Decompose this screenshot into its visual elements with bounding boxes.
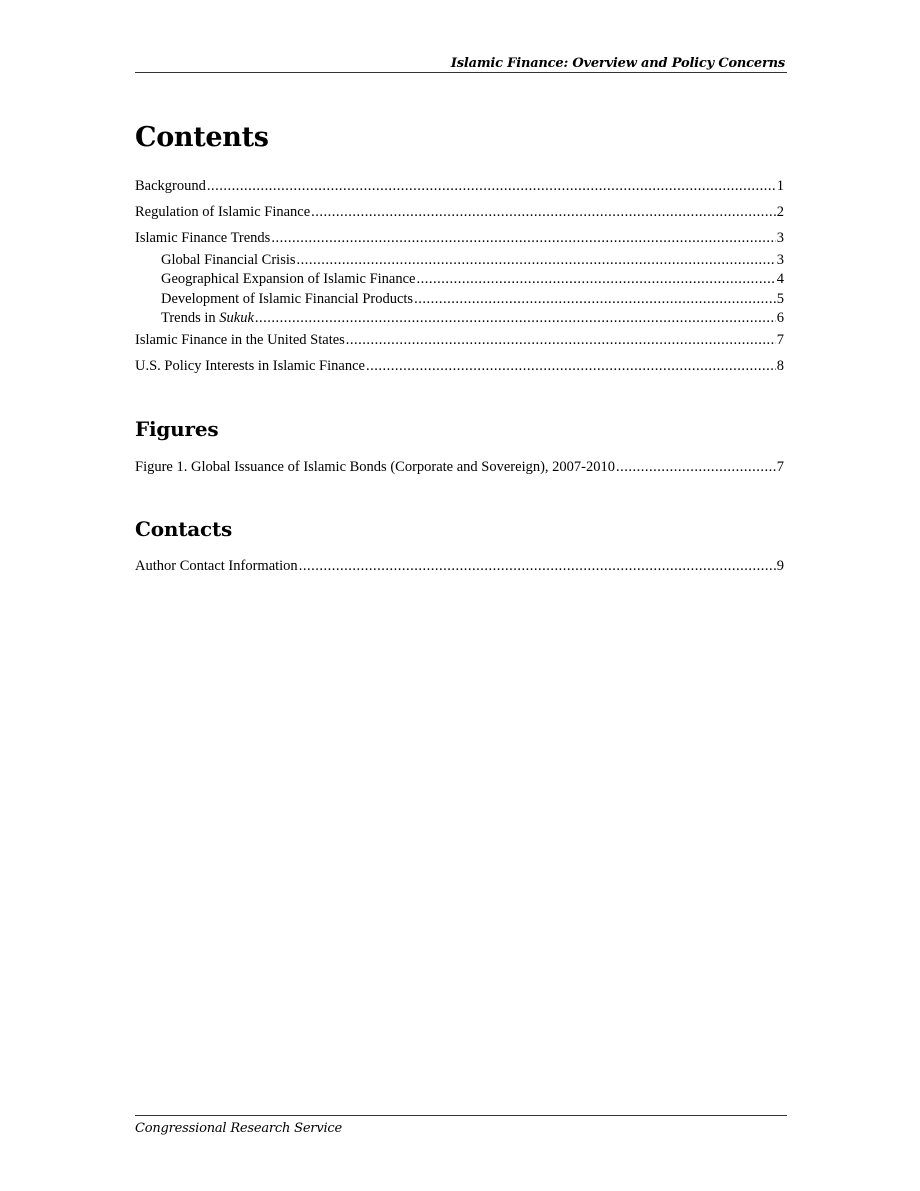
- toc-entry-regulation[interactable]: [135, 203, 784, 221]
- contacts-heading: Contacts: [135, 517, 233, 541]
- toc-entry-label: Background: [135, 178, 206, 194]
- footer-rule: [135, 1115, 787, 1116]
- dot-leader: [299, 557, 776, 575]
- toc-entry-page: 8: [776, 358, 784, 374]
- contact-entry-author[interactable]: [135, 557, 784, 575]
- toc-entry-page: 3: [776, 230, 784, 246]
- contents-heading: Contents: [135, 122, 269, 153]
- dot-leader: [311, 203, 776, 221]
- toc-entry-background[interactable]: [135, 177, 784, 195]
- toc-entry-geographical-expansion[interactable]: [161, 270, 784, 288]
- toc-entry-financial-products[interactable]: [161, 290, 784, 308]
- toc-entry-trends[interactable]: [135, 229, 784, 247]
- toc-entry-page: 4: [776, 271, 784, 287]
- header-rule: [135, 72, 787, 73]
- dot-leader: [414, 290, 776, 308]
- toc-entry-label-prefix: Trends in: [161, 310, 220, 326]
- contact-entry-label: Author Contact Information: [135, 558, 298, 574]
- toc-entry-label-italic: Sukuk: [219, 310, 254, 326]
- dot-leader: [346, 331, 776, 349]
- dot-leader: [271, 229, 775, 247]
- dot-leader: [255, 309, 776, 327]
- toc-entry-page: 7: [776, 332, 784, 348]
- toc-entry-label: Global Financial Crisis: [161, 252, 296, 268]
- toc-entry-page: 5: [776, 291, 784, 307]
- toc-entry-policy-interests[interactable]: [135, 357, 784, 375]
- toc-entry-label: Islamic Finance in the United States: [135, 332, 345, 348]
- toc-entry-label: Regulation of Islamic Finance: [135, 204, 311, 220]
- toc-entry-label: Development of Islamic Financial Products: [161, 291, 414, 307]
- toc-entry-united-states[interactable]: [135, 331, 784, 349]
- dot-leader: [416, 270, 775, 288]
- toc-entry-trends-sukuk[interactable]: [161, 309, 784, 327]
- dot-leader: [366, 357, 776, 375]
- figure-entry-page: 7: [776, 459, 784, 475]
- dot-leader: [297, 251, 776, 269]
- figure-entry-label: Figure 1. Global Issuance of Islamic Bonds (Corporate and Sovereign), 2007-2010: [135, 459, 616, 475]
- running-footer: Congressional Research Service: [135, 1121, 343, 1136]
- running-header-title: Islamic Finance: Overview and Policy Concerns: [450, 56, 785, 71]
- toc-entry-page: 3: [776, 252, 784, 268]
- toc-entry-page: 1: [776, 178, 784, 194]
- contact-entry-page: 9: [776, 558, 784, 574]
- toc-entry-label: [161, 309, 254, 327]
- toc-entry-label: U.S. Policy Interests in Islamic Finance: [135, 358, 365, 374]
- toc-entry-label: Geographical Expansion of Islamic Finance: [161, 271, 416, 287]
- toc-entry-page: 2: [776, 204, 784, 220]
- toc-entry-label: Islamic Finance Trends: [135, 230, 271, 246]
- dot-leader: [207, 177, 776, 195]
- toc-entry-global-crisis[interactable]: [161, 251, 784, 269]
- figures-heading: Figures: [135, 417, 219, 441]
- toc-entry-page: 6: [776, 310, 784, 326]
- dot-leader: [616, 458, 776, 476]
- figure-entry-1[interactable]: [135, 458, 784, 476]
